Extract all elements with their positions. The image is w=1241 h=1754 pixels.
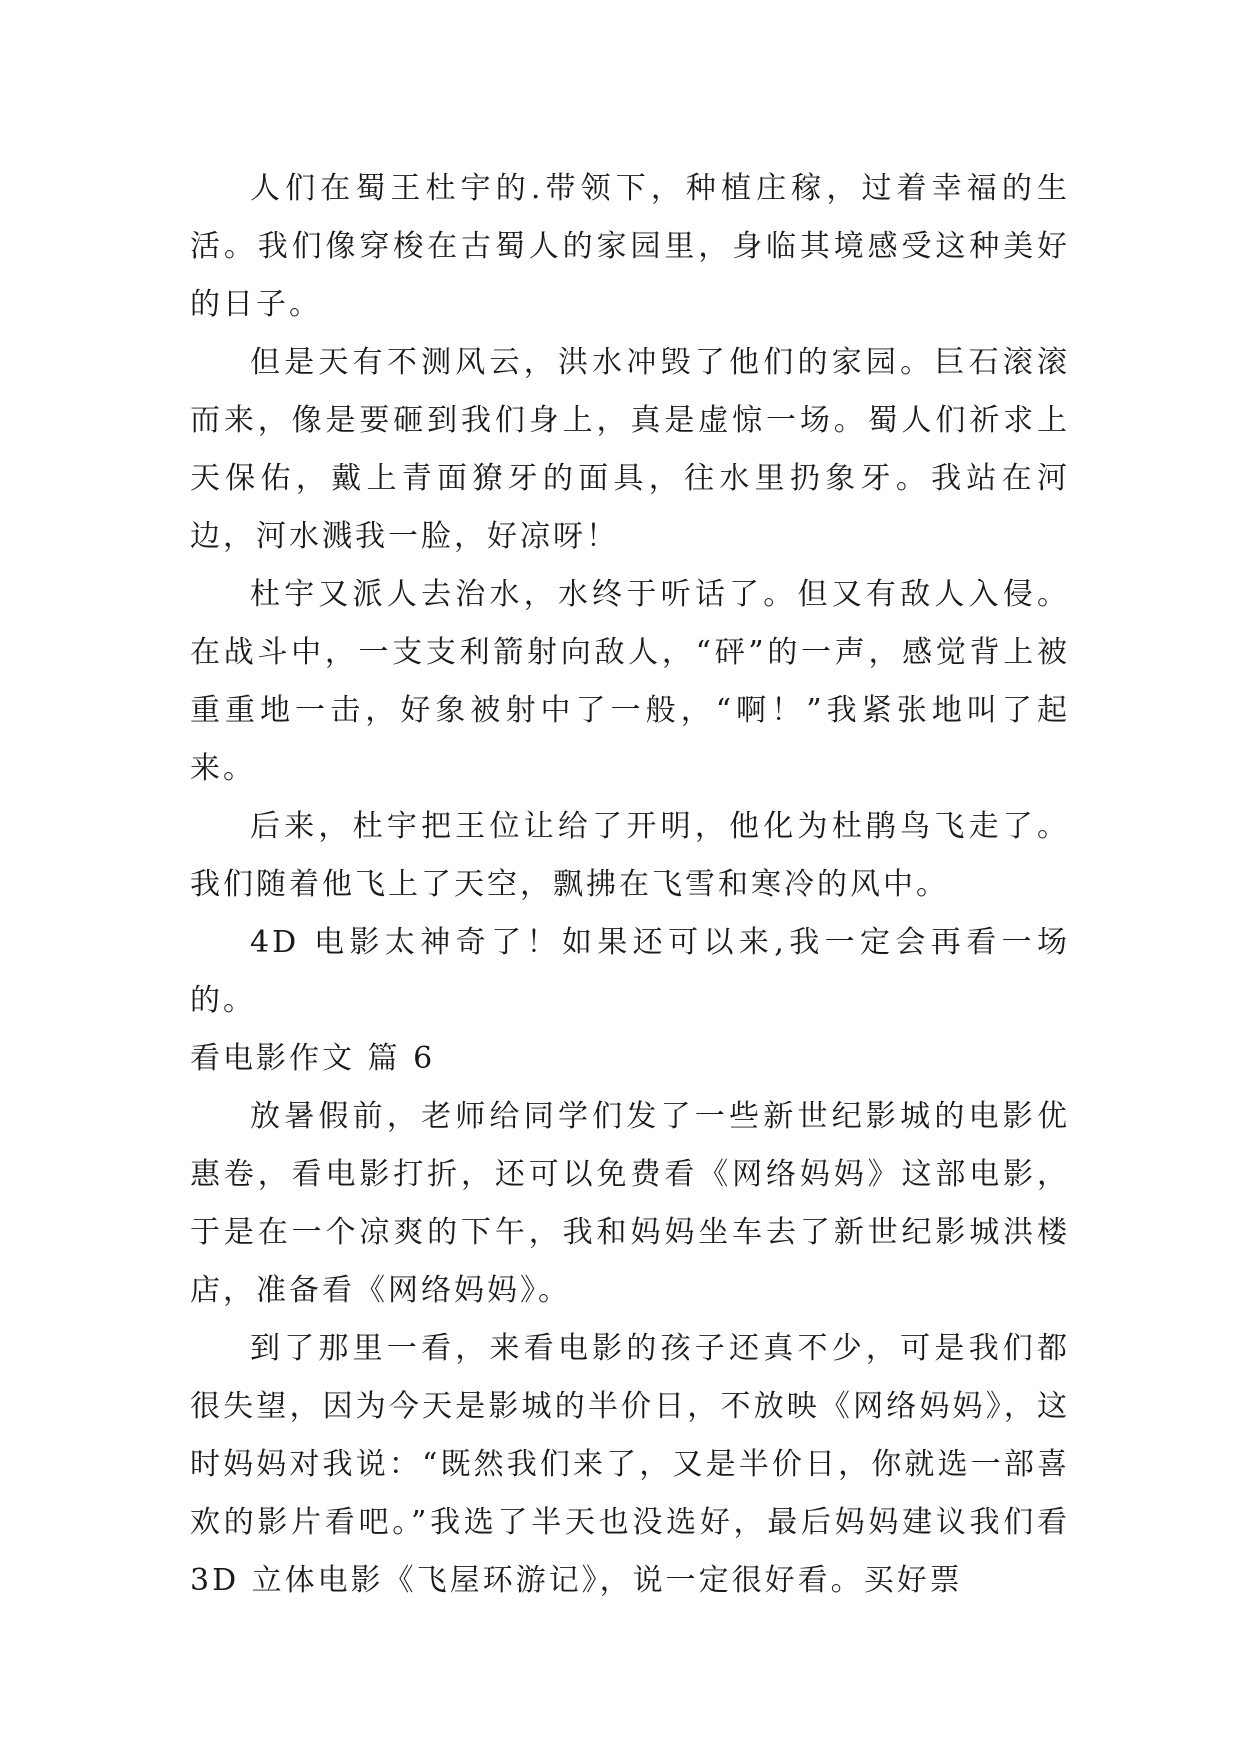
- paragraph: 但是天有不测风云，洪水冲毁了他们的家园。巨石滚滚而来，像是要砸到我们身上，真是虚惊一场。蜀人们祈求上天保佑，戴上青面獠牙的面具，往水里扔象牙。我站在河边，河水溅我一脸，好凉呀！: [190, 345, 1070, 554]
- paragraph: 人们在蜀王杜宇的.带领下，种植庄稼，过着幸福的生活。我们像穿梭在古蜀人的家园里，身临其境感受这种美好的日子。: [190, 171, 1070, 322]
- paragraph: 放暑假前，老师给同学们发了一些新世纪影城的电影优惠卷，看电影打折，还可以免费看《网络妈妈》这部电影，于是在一个凉爽的下午，我和妈妈坐车去了新世纪影城洪楼店，准备看《网络妈妈》。: [190, 1099, 1070, 1308]
- section-heading: 看电影作文 篇 6: [190, 1041, 436, 1076]
- paragraph: 4D 电影太神奇了！如果还可以来,我一定会再看一场的。: [190, 925, 1070, 1018]
- paragraph: 到了那里一看，来看电影的孩子还真不少，可是我们都很失望，因为今天是影城的半价日，不放映《网络妈妈》，这时妈妈对我说：“既然我们来了，又是半价日，你就选一部喜欢的影片看吧。”我选了半天也没选好，最后妈妈建议我们看 3D 立体电影《飞屋环游记》，说一定很好看。买好票: [190, 1331, 1070, 1598]
- paragraph: 杜宇又派人去治水，水终于听话了。但又有敌人入侵。在战斗中，一支支利箭射向敌人，“砰”的一声，感觉背上被重重地一击，好象被射中了一般，“啊！”我紧张地叫了起来。: [190, 577, 1070, 786]
- document-body: [190, 160, 1070, 1610]
- paragraph: 后来，杜宇把王位让给了开明，他化为杜鹃鸟飞走了。我们随着他飞上了天空，飘拂在飞雪和寒冷的风中。: [190, 809, 1070, 902]
